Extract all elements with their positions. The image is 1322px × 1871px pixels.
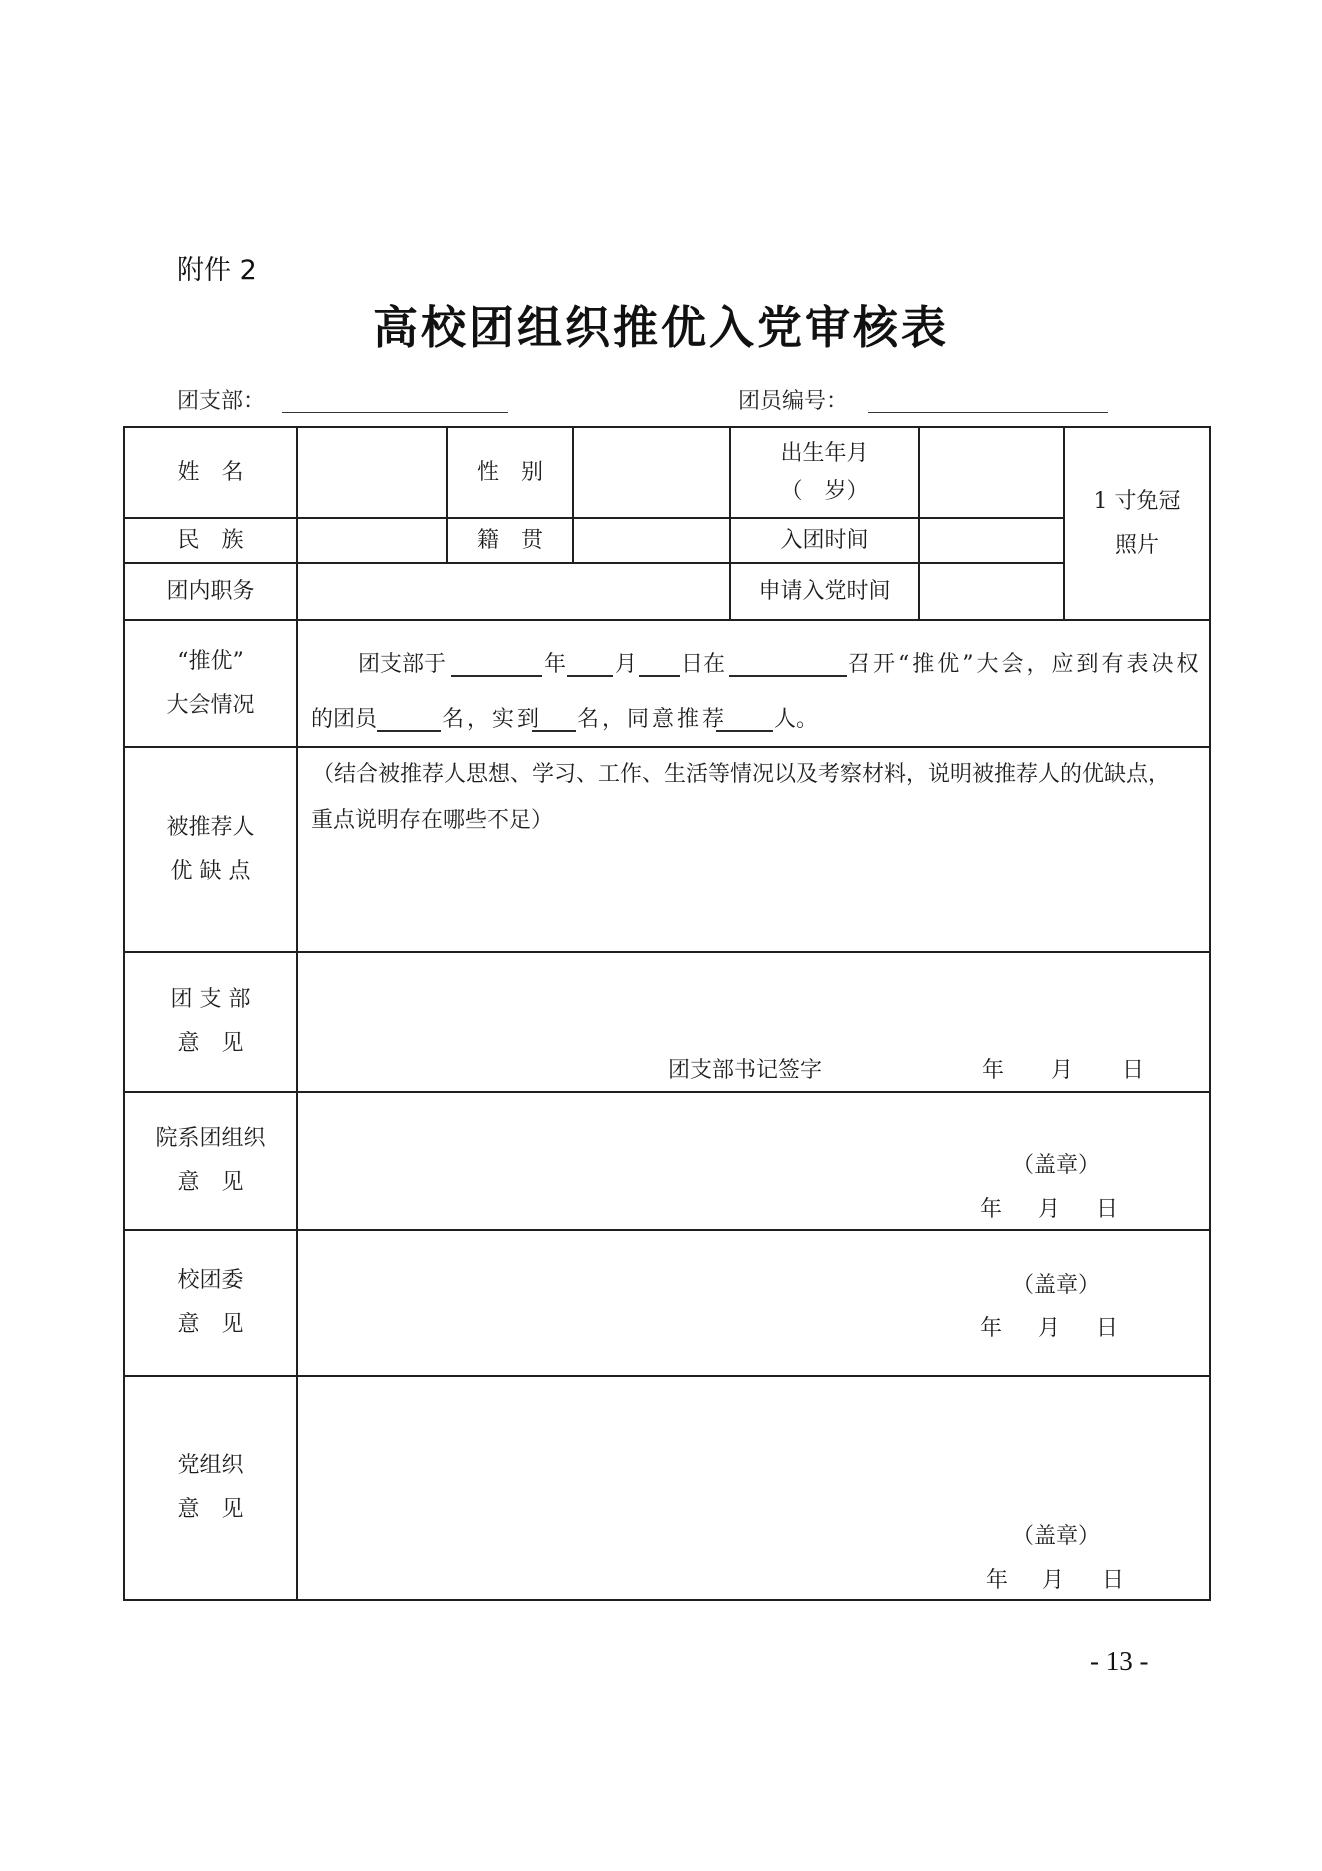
member-number-input-line — [868, 412, 1108, 413]
branch-opinion-label-line2: 意 见 — [177, 1031, 244, 1056]
ethnicity-label: 民 族 — [177, 527, 244, 553]
party-date-year: 年 — [986, 1568, 1009, 1593]
name-label: 姓 名 — [177, 459, 244, 485]
apply-party-value-field — [920, 564, 1063, 619]
league-position-label-cell — [125, 564, 296, 619]
gender-label: 性 别 — [476, 459, 543, 485]
college-date-month: 月 — [1038, 1197, 1061, 1222]
party-date-month: 月 — [1042, 1568, 1065, 1593]
party-opinion-label-line2: 意 见 — [177, 1497, 244, 1522]
meeting-text: 人。 — [774, 707, 819, 732]
meeting-text: 召开“推优”大会，应到有表决权 — [848, 652, 1202, 677]
college-opinion-label-line1: 院系团组织 — [155, 1126, 266, 1151]
branch-date-year: 年 — [982, 1058, 1005, 1083]
league-position-value-field — [298, 564, 729, 619]
school-opinion-label-cell — [125, 1231, 296, 1375]
page-title: 高校团组织推优入党审核表 — [372, 301, 949, 354]
college-seal-label: （盖章） — [1012, 1153, 1101, 1178]
join-league-label-cell — [731, 519, 918, 562]
school-seal-label: （盖章） — [1012, 1273, 1101, 1298]
birth-value-field — [920, 428, 1063, 517]
branch-opinion-label-line1: 团 支 部 — [170, 987, 251, 1012]
league-position-label: 团内职务 — [166, 578, 255, 604]
member-number-label: 团员编号： — [738, 389, 849, 414]
attending-members-blank — [532, 730, 576, 732]
meeting-text: 名，同意推荐 — [577, 707, 728, 732]
school-date-day: 日 — [1096, 1316, 1119, 1341]
apply-party-label: 申请入党时间 — [758, 578, 891, 604]
branch-date-day: 日 — [1122, 1058, 1145, 1083]
native-place-value-field — [574, 519, 729, 562]
meeting-place-blank — [729, 675, 847, 677]
join-league-value-field — [920, 519, 1063, 562]
meeting-text: 名，实到 — [442, 707, 543, 732]
secretary-signature-label: 团支部书记签字 — [668, 1058, 823, 1083]
college-date-year: 年 — [980, 1197, 1003, 1222]
merits-hint-line1: （结合被推荐人思想、学习、工作、生活等情况以及考察材料，说明被推荐人的优缺点， — [312, 762, 1171, 787]
birth-label: 出生年月 — [780, 440, 869, 466]
merits-label-line2: 优 缺 点 — [170, 858, 251, 884]
branch-date-month: 月 — [1051, 1058, 1074, 1083]
party-opinion-label-cell — [125, 1377, 296, 1599]
ethnicity-value-field — [298, 519, 446, 562]
meeting-year-blank — [451, 675, 542, 677]
meeting-text: 年 — [544, 652, 567, 677]
native-place-label: 籍 贯 — [476, 527, 543, 553]
gender-label-cell — [448, 428, 572, 517]
meeting-label-line1: “推优” — [177, 648, 244, 674]
merits-label-cell — [125, 748, 296, 951]
meeting-label-cell — [125, 621, 296, 746]
page-number: - 13 - — [1090, 1646, 1149, 1676]
photo-label-line2: 照片 — [1114, 532, 1159, 558]
age-label: （ 岁） — [780, 478, 869, 504]
join-league-label: 入团时间 — [780, 527, 869, 553]
meeting-label-line2: 大会情况 — [166, 692, 255, 718]
ethnicity-label-cell — [125, 519, 296, 562]
eligible-members-blank — [377, 730, 441, 732]
merits-label-line1: 被推荐人 — [166, 814, 255, 840]
apply-party-label-cell — [731, 564, 918, 619]
school-date-month: 月 — [1038, 1316, 1061, 1341]
school-opinion-label-line2: 意 见 — [177, 1312, 244, 1337]
college-opinion-label-cell — [125, 1093, 296, 1229]
name-label-cell — [125, 428, 296, 517]
photo-cell — [1065, 428, 1209, 619]
branch-opinion-label-cell — [125, 953, 296, 1091]
meeting-day-blank — [639, 675, 680, 677]
party-date-day: 日 — [1102, 1568, 1125, 1593]
school-date-year: 年 — [980, 1316, 1003, 1341]
attachment-label: 附件 2 — [177, 255, 257, 286]
name-value-field — [298, 428, 446, 517]
college-date-day: 日 — [1096, 1197, 1119, 1222]
meeting-text: 日在 — [681, 652, 726, 677]
school-opinion-label-line1: 校团委 — [177, 1268, 244, 1293]
gender-value-field — [574, 428, 729, 517]
native-place-label-cell — [448, 519, 572, 562]
college-opinion-label-line2: 意 见 — [177, 1170, 244, 1195]
table-rule — [1209, 426, 1211, 1601]
meeting-text: 团支部于 — [358, 652, 447, 677]
birth-label-cell — [731, 428, 918, 517]
photo-label-line1: 1 寸免冠 — [1093, 488, 1181, 514]
merits-hint-line2: 重点说明存在哪些不足） — [311, 808, 554, 833]
meeting-text: 月 — [615, 652, 638, 677]
table-rule — [123, 1599, 1211, 1601]
meeting-text: 的团员 — [311, 707, 378, 732]
party-opinion-label-line1: 党组织 — [177, 1453, 244, 1478]
party-seal-label: （盖章） — [1012, 1524, 1101, 1549]
recommend-count-blank — [716, 730, 773, 732]
branch-input-line — [282, 412, 508, 413]
meeting-month-blank — [567, 675, 613, 677]
branch-label: 团支部： — [177, 389, 266, 414]
